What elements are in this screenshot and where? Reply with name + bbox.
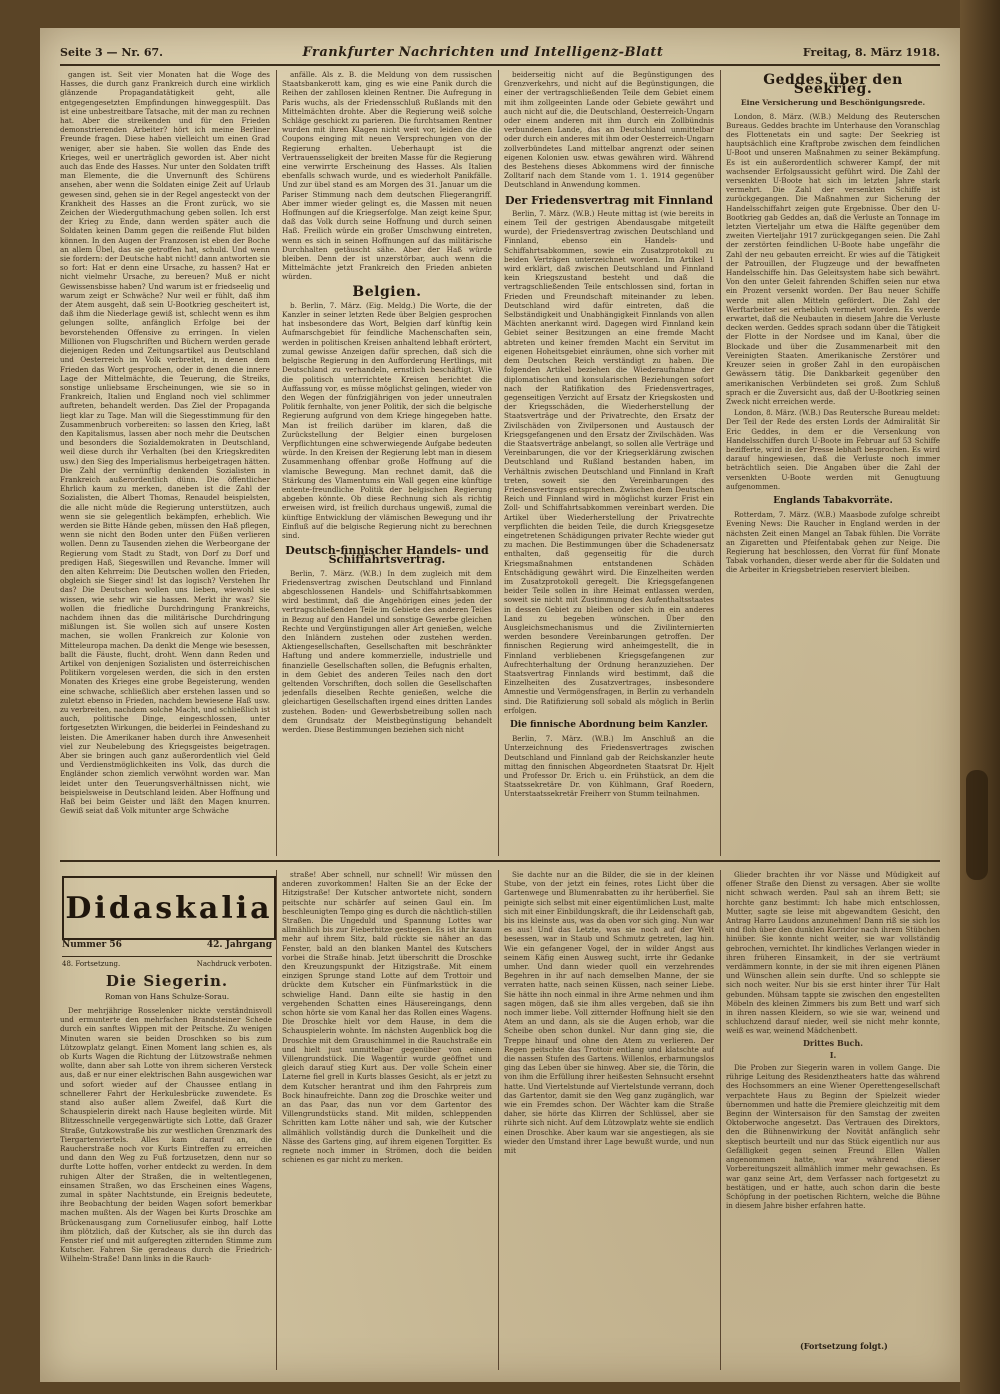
heading-tabak: Englands Tabakvorräte. bbox=[773, 495, 893, 506]
feuilleton-col4-text2: Die Proben zur Siegerin waren in vollem Gange. Die rührige Leitung des Residenztheaters hatte das während des Hochsommers an eine Wiener Operettengesellschaft verpachtete Haus zu Beginn der Spielzeit wieder übernommen und hatte die Premiere gleichzeitig mit dem Beginn der Wintersaison für den Samstag der zweiten Oktoberwoche angesetzt. Das Vertrauen des Direktors, den die Bühnenwirkung der Novität anfänglich sehr skeptisch beurteilt und nur das Stück eigentlich nur aus Gefälligkeit gegen seinen Freund Ellen Wallen angenommen hatte, war während dieser Vorbereitungszeit allmählich immer mehr gewachsen. Es war ganz seine Art, dem Verfasser nach fortgesetzt zu bestätigen, und er hatte, auch schon darin die beste Schöpfung in der poetischen Richtern, welche die Bühne in diesem Jahre bisher erfahren hatte. bbox=[726, 1063, 940, 1211]
newspaper-page bbox=[40, 28, 960, 1382]
col2-text-bot: Berlin, 7. März. (W.B.) In dem zugleich mit dem Friedensvertrag zwischen Deutschland und Finnland abgeschlossenen Handels- und Schiffahrtsabkommen wird bestimmt, daß die Angehörigen eines jeden der vertragschließenden Teile im Gebiete des anderen Teiles in Bezug auf den Handel und sonstige Gewerbe gleichen Rechte und Vergünstigungen aller Art genießen, welche den Inländern zustehen oder zustehen werden. Aktiengesellschaften, Gesellschaften mit beschränkter Haftung und andere kommerzielle, industrielle und finanzielle Gesellschaften sollen, die Befugnis erhalten, in dem Gebiet des anderen Teiles nach den dort geltenden Vorschriften, doch sollen die Gesellschaften jedenfalls dieselben Rechte genießen, welche die gleichartigen Gesellschaften irgend eines dritten Landes zustehen. Boden- und Gewerbsbetreibung sollen nach dem Grundsatz der Meistbegünstigung behandelt werden. Diese Bestimmungen beziehen sich nicht bbox=[282, 568, 492, 735]
column-3 bbox=[504, 70, 714, 856]
header-masthead: Frankfurter Nachrichten und Intelligenz-Blatt bbox=[302, 44, 664, 60]
col3-text-top: beiderseitig nicht auf die Begünstigungen des Grenzverkehrs, und nicht auf die Begünstigungen, die einer der vertragschließenden Teile dem Gebiet einem mit ihm zollgeeinten Lande oder Gebiete gewährt und auch nicht auf die, die Deutschland, Oesterreich-Ungarn oder einem anderen mit ihm durch ein Zollbündnis verbundenen Lande, das an Deutschland unmittelbar oder durch ein anderes mit ihm oder Oesterreich-Ungarn zollverbündetes Land mittelbar angrenzt oder seinen eigenen Kolonien usw. etwas gewähren wird. Während des Bestehens dieses Abkommens wird der finnische Zolltarif nach dem Stande vom 1. 1. 1914 gegenüber Deutschland in Anwendung kommen. bbox=[504, 70, 714, 190]
header-page-number: Seite 3 — Nr. 67. bbox=[60, 45, 163, 59]
feuilleton-column-1 bbox=[60, 1006, 272, 1368]
book-heading: Drittes Buch. bbox=[802, 1037, 863, 1048]
heading-friedensvertrag: Der Friedensvertrag mit Finnland bbox=[504, 193, 714, 207]
feuilleton-column-2 bbox=[282, 870, 492, 1368]
column-rule bbox=[276, 70, 277, 856]
feuilleton-col4-text: Glieder brachten ihr vor Nässe und Müdigkeit auf offener Straße den Dienst zu versagen. Aber sie wollte nicht schwach werden. Paul sah an ihrem Bett; sie horchte ganz bestimmt: Ich habe mich entschlossen, Mutter, sagte sie leise mit abgewandtem Gesicht, den Antrag Harro Laudons anzunehmen! Dann riß sie sich los und floh über den dunklen Korridor nach ihrem Stübchen hinüber. Sie konnte nicht weiter, sie war vollständig gebrochen, vernichtet. Ihr kindliches Verlangen wieder in ihren früheren Einsamkeit, in der sie verträumt verdämmern konnte, in der sie mit ihren eigenen Plänen und Wünschen allein sein durfte. Und so schleppte sie sich noch weiter. Nur bis sie erst hinter ihrer Tür Halt gebunden. Mühsam tappte sie zwischen den engestellten Möbeln des kleinen Zimmers bis zum Bett und warf sich in ihren nassen Kleidern, so wie sie war, weinend und schluchzend darauf nieder, weil sie nicht mehr konnte, weiß es war, weinend Mädchenbett. bbox=[726, 870, 940, 1036]
col2-text-top: anfälle. Als z. B. die Meldung von dem russischen Staatsbankerott kam, ging es wie eine Panik durch die Reihen der zahllosen kleinen Rentner. Die Aufregung in Paris wuchs, als der Friedensschluß Rußlands mit den Mittelmächten drohte. Aber die Regierung weiß solche Schläge geschickt zu parieren. Die furchtsamen Rentner wurden mit ihren Klagen nicht weit vor, leiden die die Coupons einging mit neuen Versprechungen von der Regierung erhalten. Ueberhaupt ist die Vertrauensseligkeit der breiten Masse für die Regierung eine verwirrte Erscheinung des Hasses. Als Italien ebenfalls schwach wurde, und es wiederholt Panikfälle. Und zur übel stand es am Morgen des 31. Januar um die Pariser Stimmung nach dem deutschen Fliegerangriff. Aber immer wieder gelingt es, die Massen mit neuen Hoffnungen auf die Kriegserfolge. Man zeigt keine Spur, daß das Volk durch seine Hoffnung und durch seinen Haß. Freilich würde ein großer Umschwung eintreten, wenn es sich in seinen Hoffnungen auf das militärische Durchhalten getäuscht sähe. Aber der Haß würde bleiben. Denn der ist unzerstörbar, auch wenn die Mittelmächte jetzt Frankreich den Frieden anbieten würden. bbox=[282, 70, 492, 282]
scan-edge bbox=[960, 0, 1000, 1394]
column-rule bbox=[720, 870, 721, 1370]
chapter-number: I. bbox=[829, 1049, 837, 1060]
col1-text: gangen ist. Seit vier Monaten hat die Woge des Hasses, die durch ganz Frankreich durch eine wirklich glänzende Propagandatätigkeit geht, alle entgegengesetzten Empfindungen hinweggespült. Das ist eine unbestreitbare Tatsache, mit der man zu rechnen hat. Aber die streikenden und für den Frieden demonstrierenden Arbeiter? hört ich meine Berliner Freunde fragen. Diese haben vielleicht um einen Grad weniger, aber sie haben. Sie wollen das Ende des Krieges, weil er unerträglich geworden ist. Aber nicht auch das Ende des Hasses. Nur unter den Soldaten trifft man Elemente, die die Unvernunft des Schürens ansehen, aber wenn die Soldaten einige Zeit auf Urlaub gewesen sind, gehen sie in der Regel angesteckt von der Krankheit des Hasses an die Front zurück, wo sie Zeichen der Wiederguthmachung geben sollen. Ich erst der Krieg zu Ende, dann werden später auch die Soldaten keinen Damm gegen die reißende Flut bilden können. In den Augen der Franzosen ist eben der Boche an allem Übel, das sie getroffen hat, schuld. Und wenn sie fordern: der Deutsche habt nicht! dann antworten sie so fort: Hat er denn eine Ursache, zu hassen? Hat er nicht vielmehr Ursache, zu bereuen? Muß er nicht Gewissensbisse haben? Und warum ist er friedseelig und warum zeigt er Schwäche? Nur weil er fühlt, daß ihm der Atem ausgeht, daß sein U-Bootkrieg gescheitert ist, daß ihm die Niederlage gewiß ist, schlecht wenn es ihm gelungen sollte, anfänglich Erfolge bei der bevorstehenden Offensive zu erringen. In vielen Millionen von Flugschriften und Büchern werden gerade diejenigen Reden und Zeitungsartikel aus Deutschland und Oesterreich im Volk verbreitet, in denen dem Frieden das Wort gesprochen, oder in denen die innere Lage der Mittelmächte, die Teuerung, die Streiks, sonstige unliebsame Erscheinungen, wie sie so in Frankreich, Italien und England noch viel schlimmer auftreten, behandelt werden. Das Ziel der Propaganda liegt klar zu Tage. Man will die Siegesstimmung für den Zusammenbruch vorbereiten: so lassen den Krieg, laßt den Kapitalismus, lassen aber noch mehr die Deutschen und besonders die Sozialdemokraten in Deutschland, weil diese durch ihr Verhalten (bei den Kriegskrediten usw.) den Sieg des Imperialismus herbeigetragen hätten. Die Zahl der vernünftig denkenden Sozialisten in Frankreich außerordentlich dünn. Die öffentlicher Ehrlich kaum zu merken, daneben ist die Zahl der Sozialisten, die Albert Thomas, Renaudel beispielsten, die alle nicht müde die Regierung unterstützen, auch wenn sie sie gelegentlich bekämpfen, erheblich. Wie werden sie Bitte Hände geben, müssen den Haß pflegen, wenn sie nicht den Boden unter den Füßen verlieren wollen. Denn zu Tausenden ziehen die Werbeorgane der Regierung vom Stadt zu Stadt, von Dorf zu Dorf und predigen Haß, Siegeswillen und Revanche. Immer will den alten Kehrreim: Die Deutschen wollen den Frieden, obgleich sie Sieger sind! Ist das logisch? Verstehen Ihr das? Die Deutschen wollen uns lieben, wiewohl sie wissen, wie sehr wir sie hassen. Merkt ihr was? Sie wollen die friedliche Durchdringung Frankreichs, nachdem ihnen das die militärische Durchdringung mißlungen ist. Sie wollen sich auf unsere Kosten machen, sie wollen Frankreich zur Kolonie von Mitteleuropa machen. Da denkt die Menge wie besessen, ballt die Fäuste, flucht, droht. Wenn dann Reden und Artikel von denjenigen Sozialisten und österreichischen Politikern vorgelesen werden, die sich in den ersten Monaten des Krieges eine grobe Begeisterung, wenden eine schwache, schließlich aber erstehen lassen und so zuletzt ebenso in Frieden, nachdem bewiesene Haß usw. zu verbreiten, nachdem solche Macht, und schließlich ist auch, politische Dinge, eingeschlossen, unter fortgesetzten Wirkungen, die beiderlei in Feindeshand zu leisten. Die Amerikaner haben durch ihre Anwesenheit viel zur Neubelebung des Kriegsgeistes beigetragen. Aber sie bringen auch ganz außerordentlich viel Geld und Verdienstmöglichkeiten ins Volk, das durch die Engländer schon ziemlich verwöhnt worden war. Man leidet unter den Teuerungsverhältnissen nicht, wie beispielsweise in Deutschland leiden. Aber Hoffnung und Haß bei beim Geister und läßt den Magen knurren. Gewiß seiat daß Volk mitunter arge Schwäche bbox=[60, 70, 270, 816]
installment: 48. Fortsetzung. bbox=[62, 960, 121, 968]
column-rule bbox=[498, 70, 499, 856]
header-date: Freitag, 8. März 1918. bbox=[802, 45, 940, 59]
column-4 bbox=[726, 70, 940, 856]
col4-text-bot: Rotterdam, 7. März. (W.B.) Maasbode zufolge schreibt Evening News: Die Raucher in England werden in der nächsten Zeit einen Mangel an Tabak fühlen. Die Vorräte an Zigaretten und Pfeifentabak gehen zur Neige. Die Regierung hat beschlossen, den Vorrat für fünf Monate Tabak vorhanden, dieser werde aber für die Soldaten und die Arbeiter in Kriegsbetrieben reserviert bleiben. bbox=[726, 510, 940, 575]
feuilleton-separator bbox=[60, 860, 940, 862]
feuilleton-col2-text: straße! Aber schnell, nur schnell! Wir müssen den anderen zuvorkommen! Halten Sie an der Ecke der Hitzigstraße! Der Kutscher antwortete nicht, sondern peitschte nur schärfer auf seinen Gaul ein. Im beschleunigten Tempo ging es durch die nächtlich-stillen Straßen. Die Ungeduld und Spannung Lottes war allmählich bis zur Fieberhitze gestiegen. Es ist ihr kaum mehr auf ihrem Sitz, bald rückte sie näher an das Fenster, bald an den blanken Mantel des Kutschers vorbei die Straße hinab. Jetzt überschritt die Droschke den Kreuzungspunkt der Hitzigstraße. Mit einem einzigen Sprunge stand Lotte auf dem Trottoir und drückte dem Kutscher ein Fünfmarkstück in die schwielige Hand. Dann eilte sie hastig in den vergehenden Schatten eines Häusereingangs, denn schon hörte sie vom Kanal her das Rollen eines Wagens. Die Droschke hielt vor dem Hause, in dem die Schauspielerin wohnte. Im nächsten Augenblick bog die Droschke mit dem Grauschimmel in die Rauchstraße ein und hielt just unmittelbar gegenüber von einem Villengrundstück. Die Wagentür wurde geöffnet und gleich darauf stieg Kurt aus. Der volle Schein einer Laterne fiel grell in Kurts blasses Gesicht, als er jetzt zu dem Kutscher herantrat und ihm den Fahrpreis zum Bock hinaufreichte. Dann zog die Droschke weiter und an das Paar, das nun vor dem Gartentor des Villengrundstücks stand. Mit milden, schleppenden Schritten kam Lotte näher und sah, wie der Kutscher allmählich vollständig durch die Dunkelheit und die Nässe des Gartens ging, auf ihrem eigenen Torgitter. Es regnete noch immer in Strömen, doch die beiden schienen es gar nicht zu merken. bbox=[282, 870, 492, 1165]
col4-text-top: London, 8. März. (W.B.) Meldung des Reuterschen Bureaus. Geddes brachte im Unterhause den Voranschlag des Flottenetats ein und sagte: Der Seekrieg ist hauptsächlich eine Kraftprobe zwischen dem feindlichen U-Boot und unseren Maßnahmen zu seiner Bekämpfung. Es ist ein außerordentlich schwerer Kampf, der mit wachsender Erfolgsaussicht geführt wird. Die Zahl der versenkten U-Boote hat sich im letzten Jahre stark vermehrt. Die Zahl der versenkten Schiffe ist zurückgegangen. Die Maßnahmen zur Sicherung der Handelsschiffahrt zeigen gute Ergebnisse. Über den U-Bootkrieg gab Geddes an, daß die Verluste an Tonnage im letzten Vierteljahr um etwa die Hälfte gegenüber dem zweiten Vierteljahr 1917 zurückgegangen seien. Die Zahl der zerstörten feindlichen U-Boote habe ungefähr die Zahl der neu gebauten erreicht. Er wies auf die Tätigkeit der Patrouillen, der Flugzeuge und der bewaffneten Handelsschiffe hin. Das Geleitsystem habe sich bewährt. Von den unter Geleit fahrenden Schiffen seien nur etwa ein Prozent versenkt worden. Der Bau neuer Schiffe werde mit allen Mitteln gefördert. Die Zahl der Werftarbeiter sei erheblich vermehrt worden. Es werde erwartet, daß die Neubauten in diesem Jahre die Verluste decken werden. Geddes sprach sodann über die Tätigkeit der Flotte in der Nordsee und im Kanal, über die Blockade und über die Zusammenarbeit mit den Vereinigten Staaten. Amerikanische Zerstörer und Kreuzer seien in großer Zahl in den europäischen Gewässern tätig. Die Dankbarkeit gegenüber den amerikanischen Verbündeten sei groß. Zum Schluß sprach er die Zuversicht aus, daß der U-Bootkrieg seinen Zweck nicht erreichen werde. bbox=[726, 111, 940, 406]
col4-text-mid: London, 8. März. (W.B.) Das Reutersche Bureau meldet: Der Teil der Rede des ersten Lords der Admiralität Sir Eric Geddes, in dem er die Versenkung von Handelsschiffen durch U-Boote im Februar auf 53 Schiffe bezifferte, wird in der Presse lebhaft besprochen. Es wird darauf hingewiesen, daß die Verluste noch immer beträchtlich seien. Die Angaben über die Zahl der versenkten U-Boote werden mit Genugtuung aufgenommen. bbox=[726, 408, 940, 491]
col2-text-mid: b. Berlin, 7. März. (Eig. Meldg.) Die Worte, die der Kanzler in seiner letzten Rede über Belgien gesprochen hat insbesondere das Wort, Belgien darf künftig kein Aufmarschgebiet für feindliche Machenschaften sein, werden in politischen Kreisen anhaltend lebhaft erörtert, zumal gewisse Anzeigen dafür sprechen, daß sich die belgische Regierung in den Aufforderung Hertlings, mit Deutschland zu verhandeln, ernstlich beschäftigt. Wie die politisch unterrichtete Kreisen berichtet die Auffassung vor, es müsse möglichst gelingen, wieder von den Wegen der fünfzigjährigen von jeder unneutralen Politik fernhalte, von jener Politik, der sich die belgische Regierung aufgrund von dem Kriege hingegeben hatte. Man ist freilich darüber im klaren, daß die Zurückstellung der Belgier einen burgelosen Verpflichtungen eine schwerwiegende Aufgabe bedeuten würde. In den Kreisen der Regierung lebt man in diesem Zusammenhang offenbar große Hoffnung auf die vlamische Bewegung. Man rechnet damit, daß die Stärkung des Vlamentums ein Wall gegen eine künftige entente-freundliche Politik der belgischen Regierung abgeben könnte. Ob diese Rechnung sich als richtig erweisen wird, ist freilich durchaus ungewiß, zumal die künftige Entwicklung der vlämischen Bewegung und ihr Einfluß auf die belgische Regierung nicht zu berechnen sind. bbox=[282, 300, 492, 540]
page-header bbox=[60, 40, 940, 66]
subtitle-geddes: Eine Versicherung und Beschönigungsrede. bbox=[740, 98, 926, 108]
issue-year: 42. Jahrgang bbox=[206, 940, 272, 950]
column-2 bbox=[282, 70, 492, 856]
novel-author: Roman von Hans Schulze-Sorau. bbox=[104, 992, 230, 1001]
novel-title: Die Siegerin. bbox=[105, 972, 229, 990]
didaskalia-issue-line bbox=[62, 940, 272, 950]
continuation-note: (Fortsetzung folgt.) bbox=[800, 1341, 888, 1351]
heading-geddes: Geddes über den Seekrieg. bbox=[763, 72, 903, 98]
column-1 bbox=[60, 70, 270, 856]
heading-abordnung: Die finnische Abordnung beim Kanzler. bbox=[509, 720, 709, 731]
issue-number: Nummer 56 bbox=[62, 940, 122, 950]
col3-text-mid: Berlin, 7. März. (W.B.) Heute mittag ist (wie bereits in einem Teil der gestrigen Abendausgabe mitgeteilt wurde), der Friedensvertrag zwischen Deutschland und Finnland, ebenso ein Handels- und Schiffahrtsabkommen, sowie ein Zusatzprotokoll zu beiden Verträgen unterzeichnet worden. Im Artikel 1 wird erklärt, daß zwischen Deutschland und Finnland kein Kriegszustand besteht und daß die vertragschließenden Teile entschlossen sind, fortan in Frieden und Freundschaft miteinander zu leben. Deutschland wird dafür eintreten, daß die Selbständigkeit und Unabhängigkeit Finnlands von allen Mächten anerkannt wird. Dagegen wird Finnland kein Gebiet seiner Besitzungen an eine fremde Macht abtreten und keiner fremden Macht ein Servitut im eigenen Hoheitsgebiet einräumen, ohne sich vorher mit dem Deutschen Reich verständigt zu haben. Die folgenden Artikel beziehen die Wiederaufnahme der diplomatischen und konsularischen Beziehungen sofort nach der Ratifikation des Friedensvertrages, gegenseitigen Verzicht auf Ersatz der Kriegskosten und der Kriegsschäden, die Wiederherstellung der Staatsverträge und der Privatrechte, den Ersatz der Zivilschäden von Zivilpersonen und Austausch der Kriegsgefangenen und den Ersatz der Zivilschäden. Was die Staatsverträge anbelangt, so sollen alle Verträge und Vereinbarungen, die vor der Kriegserklärung zwischen Deutschland und Rußland bestanden haben, im Verhältnis zwischen Deutschland und Finnland in Kraft treten, soweit sie den Vereinbarungen des Friedensvertrags entsprechen. Zwischen dem Deutschen Reich und Finnland wird in möglichst kurzer Frist ein Zoll- und Schiffahrtsabkommen vereinbart werden. Die Artikel über Wiederherstellung der Privatrechte verpflichten die beiden Teile, die durch Kriegsgesetze eingetretenen Schädigungen privater Rechte wieder gut zu machen. Die Bestimmungen über die Schadenersatz enthalten, daß gegenseitig für die durch Kriegsmaßnahmen entstandenen Schäden Entschädigung gewährt wird. Die Einzelheiten werden im Zusatzprotokoll geregelt. Die Kriegsgefangenen beider Teile sollen in ihre Heimat entlassen werden, soweit sie nicht mit Zustimmung des Aufenthaltsstaates in dessen Gebiet zu bleiben oder sich in ein anderes Land zu begeben wünschen. Über den Ausgleichsmechanismus und die Zivilinternierten werden besondere Vereinbarungen getroffen. Der finnischen Regierung wird anheimgestellt, die in Finnland verbliebenen Kriegsgefangenen zur Aufrechterhaltung der Ordnung heranzuziehen. Der Staatsvertrag Finnlands wird bestimmt, daß die Einzelheiten des Zusatzvertrages, insbesondere Amnestie und Vermögensfragen, in Berlin zu verhandeln sind. Die Ratifizierung soll sobald als möglich in Berlin erfolgen. bbox=[504, 208, 714, 715]
column-rule bbox=[276, 870, 277, 1370]
reprint-notice: Nachdruck verboten. bbox=[196, 960, 272, 968]
feuilleton-column-4 bbox=[726, 870, 940, 1336]
feuilleton-col1-text: Der mehrjährige Rosselenker nickte verständnisvoll und ermunterte den mehrfachen Brandsteiner Schede durch ein sanftes Wippen mit der Peitsche. Zu wenigen Minuten waren sie beiden Droschken so bis zum Lützowplatz gelangt. Einen Moment lang schien es, als ob Kurts Wagen die Richtung der Lützowstraße nehmen wollte, dann aber sah Lotte von ihrem sicheren Versteck aus, daß er nur einer elektrischen Bahn ausgewichen war und sofort wieder auf der Chaussee entlang in schnellerer Fahrt der Herkulesbrücke zuwendete. Es stand also außer allem Zweifel, daß Kurt die Schauspielerin direkt nach Hause begleiten würde. Mit Blitzesschnelle vergegenwärtigte sich Lotte, daß Grazer Straße, Gutzkowstraße bis zur westlichen Grenzmark des Tiergartenviertels. Alles kam darauf an, die Raucherstraße noch vor Kurts Eintreffen zu erreichen und dann den Weg zu Fuß fortzusetzen, denn nur so durfte Lotte hoffen, vorher entdeckt zu werden. In dem ruhigen Alter der Straßen, die in weltentlegenen, einsamen Straßen, wo das Erscheinen eines Wagens, zumal in später Nachtstunde, ein Ereignis bedeutete, ihre Beobachtung der beiden Wagen sofort bemerkbar machen mußten. Als der Wagen bei Kurts Droschke am Brückenausgang zum Corneliusufer einbog, half Lotte ihm plötzlich, daß der Kutscher, als sie ihn durch das Fenster rief und mit aufgeregten zitternden Stimme zum Kutscher. Fahren Sie geradeaus durch die Friedrich-Wilhelm-Straße! Dann links in die Rauch- bbox=[60, 1006, 272, 1264]
feuilleton-col3-text: Sie dachte nur an die Bilder, die sie in der kleinen Stube, von der jetzt ein feines, rotes Licht über die Gartenwege und Blumenrabatten zu ihr herüberfiel. Sie peinigte sich selbst mit einer eigentümlichen Lust, malte sich mit einer Einbildungskraft, die ihr Leidenschaft gab, bis ins kleinste aus, was da oben vor sich ging. Nun war es aus! Und das Letzte, was sie noch auf der Welt besessen, war in Staub und Schmutz getreten, lag hin. Wie ein gefangener Vogel, der in wilder Angst aus seinem Käfig einen Ausweg sucht, irrte ihr Gedanke umher. Und dann wieder quoll ein verzehrendes Begehren in ihr auf nach demselben Manne, der sie verraten hatte, nach seinen Küssen, nach seiner Liebe. Sie hätte ihn noch einmal in ihre Arme nehmen und ihm sagen mögen, daß sie ihm alles vergeben, daß sie ihn noch immer liebe. Voll zitternder Hoffnung hielt sie den Atem an und dann, als sie die Augen erhob, war die Scheibe oben schon dunkel. Nur dann ging sie, die Treppe hinauf und ohne den Atem zu verlieren. Der Regen peitschte das Trottoir entlang und klatschte auf die nassen Stufen des Gartens. Willenlos, erbarmungslos ging das Leben über sie hinweg. Aber sie, die Törin, die von ihm die Erfüllung ihrer heißesten Sehnsucht ersehnt hatte. Und Viertelstunde auf Viertelstunde verrann, doch das Gartentor, damit sie den Weg ganz zugänglich, war wie ein Fremdes schon. Der Wächter kam die Straße daher, sie hörte das Klirren der Schlüssel, aber sie rührte sich nicht. Auf dem Lützowplatz wehte sie endlich einen Droschke. Aber kaum war sie angestiegen, als sie wieder den Umstand ihrer Lage bewußt wurde, und nun mit bbox=[504, 870, 714, 1156]
feuilleton-column-3 bbox=[504, 870, 714, 1368]
col3-text-bot: Berlin, 7. März. (W.B.) Im Anschluß an die Unterzeichnung des Friedensvertrages zwischen Deutschland und Finnland gab der Reichskanzler heute mittag den finnischen Abgeordneten Staatsrat Dr. Hjelt und Professor Dr. Erich u. ein Frühstück, an dem die Staatssekretäre Dr. von Kühlmann, Graf Roedern, Unterstaatssekretär Freiherr von Stumm teilnahmen. bbox=[504, 734, 714, 799]
column-rule bbox=[498, 870, 499, 1370]
binding-tab bbox=[966, 770, 988, 880]
heading-belgien: Belgien. bbox=[352, 283, 422, 300]
column-rule bbox=[720, 70, 721, 856]
heading-handelsvertrag: Deutsch-finnischer Handels- und Schiffahrtsvertrag. bbox=[285, 544, 489, 567]
novel-meta bbox=[62, 956, 272, 968]
didaskalia-masthead: Didaskalia bbox=[62, 876, 276, 940]
